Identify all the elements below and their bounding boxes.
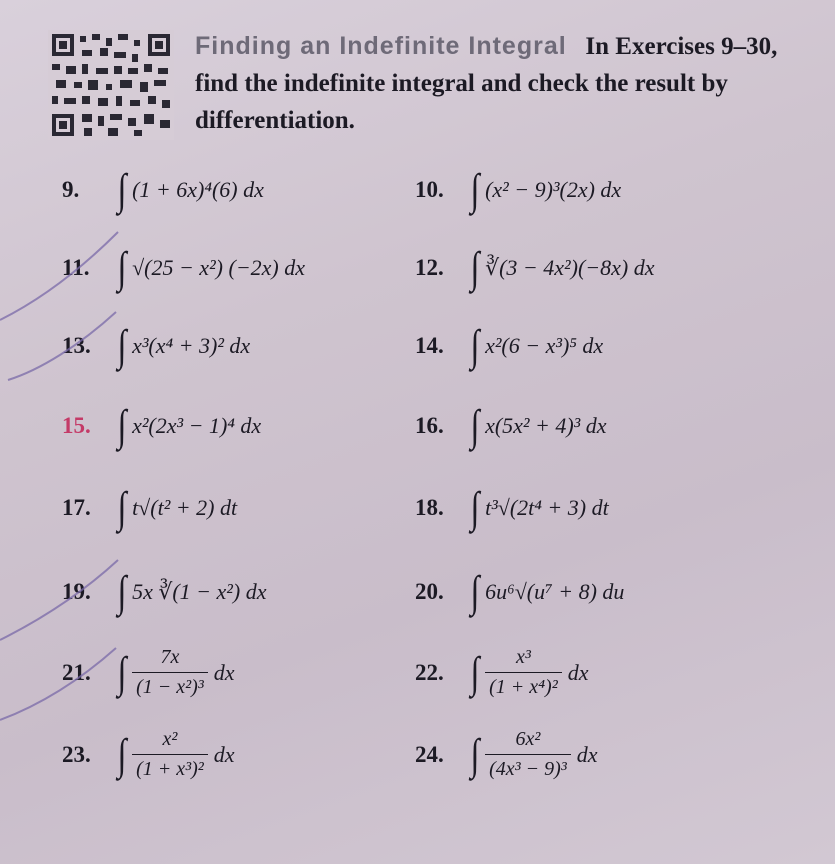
integrand: √(25 − x²) (−2x) dx [132, 255, 306, 280]
integral-sign-icon: ∫ [117, 165, 127, 214]
integral-sign-icon: ∫ [470, 567, 480, 616]
exercise-17 [62, 483, 238, 532]
exercise-number: 20. [415, 579, 444, 604]
integrand: 6u⁶√(u⁷ + 8) du [485, 579, 625, 604]
exercise-number: 24. [415, 741, 444, 767]
differential: dx [576, 741, 598, 767]
section-instructions: In Exercises 9–30, find the indefinite integral and check the result by differentiation. [195, 33, 778, 134]
exercise-number: 22. [415, 659, 444, 685]
exercise-number: 14. [415, 333, 444, 358]
integrand: x³(x⁴ + 3)² dx [132, 333, 251, 358]
differential: dx [213, 659, 235, 685]
denominator: (4x³ − 9)³ [485, 754, 571, 781]
integrand: x(5x² + 4)³ dx [485, 413, 607, 438]
integrand: t³√(2t⁴ + 3) dt [485, 495, 609, 520]
exercise-16 [415, 401, 607, 450]
integral-sign-icon: ∫ [470, 729, 480, 779]
integrand: x²(6 − x³)⁵ dx [485, 333, 604, 358]
integral-sign-icon: ∫ [117, 483, 127, 532]
exercise-number: 21. [62, 659, 91, 685]
exercise-number: 12. [415, 255, 444, 280]
section-title: Finding an Indefinite Integral [195, 32, 567, 60]
exercise-number: 23. [62, 741, 91, 767]
exercise-19 [62, 567, 267, 616]
exercise-21 [62, 646, 235, 699]
integral-sign-icon: ∫ [470, 321, 480, 370]
exercise-number: 18. [415, 495, 444, 520]
exercise-13 [62, 321, 251, 370]
integral-sign-icon: ∫ [117, 729, 127, 779]
integral-sign-icon: ∫ [470, 483, 480, 532]
denominator: (1 + x⁴)² [485, 672, 562, 699]
fraction [132, 646, 208, 699]
numerator: 6x² [515, 728, 541, 750]
exercise-number: 16. [415, 413, 444, 438]
fraction [485, 728, 571, 781]
integrand: t√(t² + 2) dt [132, 495, 238, 520]
numerator: x² [162, 728, 178, 750]
section-header [195, 28, 795, 139]
integrand: 5x ∛(1 − x²) dx [132, 579, 267, 604]
integral-sign-icon: ∫ [117, 321, 127, 370]
differential: dx [567, 659, 589, 685]
fraction [485, 646, 562, 699]
exercise-number: 13. [62, 333, 91, 358]
differential: dx [213, 741, 235, 767]
exercise-24 [415, 728, 598, 781]
exercise-12 [415, 243, 655, 292]
integral-sign-icon: ∫ [470, 165, 480, 214]
integrand: x²(2x³ − 1)⁴ dx [132, 413, 262, 438]
integral-sign-icon: ∫ [470, 401, 480, 450]
exercise-number: 9. [62, 177, 80, 202]
integral-sign-icon: ∫ [117, 647, 127, 697]
integral-sign-icon: ∫ [117, 243, 127, 292]
denominator: (1 + x³)² [132, 754, 208, 781]
exercise-number: 11. [62, 255, 90, 280]
qr-code-icon [48, 30, 174, 140]
numerator: x³ [515, 646, 531, 668]
exercise-15 [62, 401, 262, 450]
exercise-18 [415, 483, 609, 532]
integrand: (x² − 9)³(2x) dx [485, 177, 622, 202]
exercise-23 [62, 728, 235, 781]
integrand: (1 + 6x)⁴(6) dx [132, 177, 264, 202]
exercise-11 [62, 243, 306, 292]
integral-sign-icon: ∫ [117, 567, 127, 616]
denominator: (1 − x²)³ [132, 672, 208, 699]
exercise-10 [415, 165, 622, 214]
integral-sign-icon: ∫ [470, 647, 480, 697]
exercise-14 [415, 321, 604, 370]
exercise-22 [415, 646, 588, 699]
exercise-20 [415, 567, 625, 616]
exercise-number: 17. [62, 495, 91, 520]
exercise-number: 15. [62, 413, 91, 438]
integral-sign-icon: ∫ [117, 401, 127, 450]
fraction [132, 728, 208, 781]
exercise-9 [62, 165, 264, 214]
integral-sign-icon: ∫ [470, 243, 480, 292]
exercise-number: 19. [62, 579, 91, 604]
exercise-number: 10. [415, 177, 444, 202]
integrand: ∛(3 − 4x²)(−8x) dx [485, 255, 655, 280]
numerator: 7x [160, 646, 180, 668]
